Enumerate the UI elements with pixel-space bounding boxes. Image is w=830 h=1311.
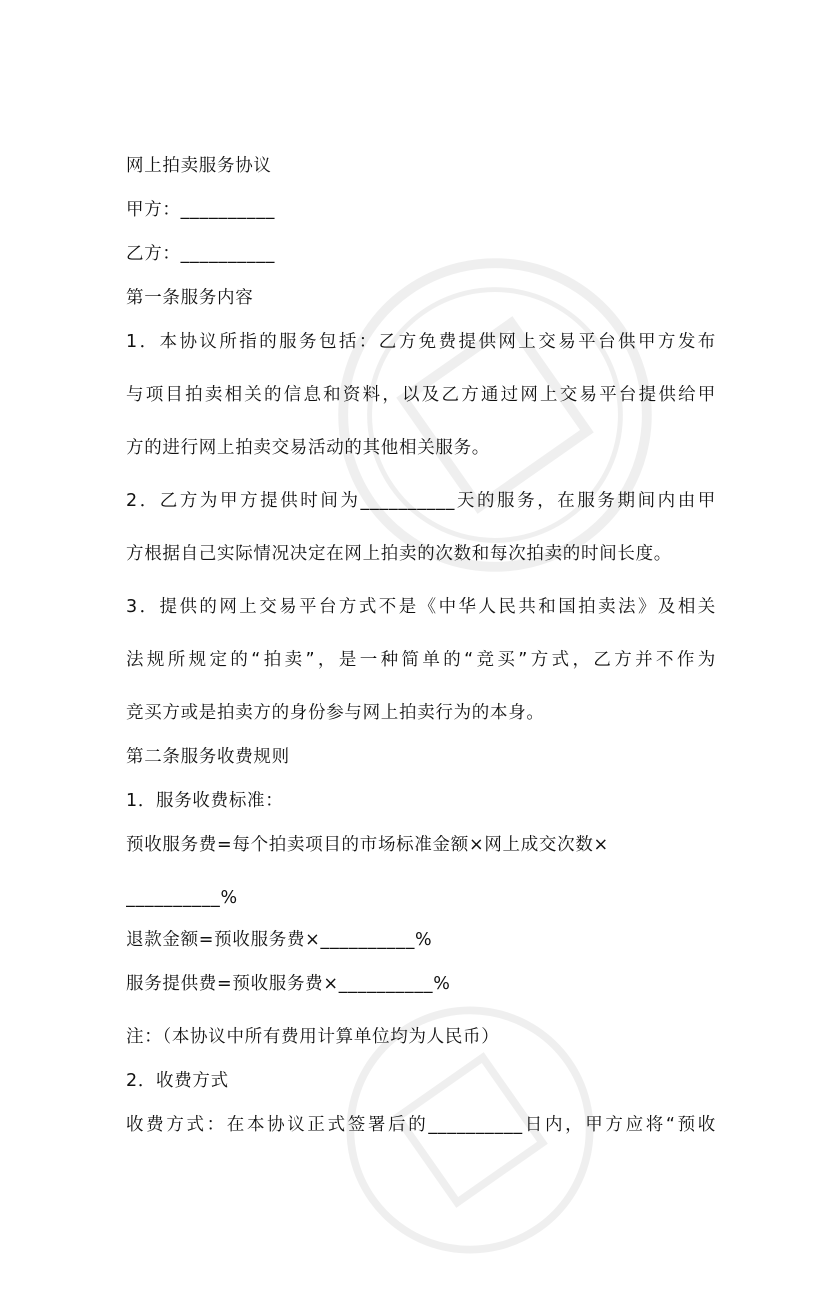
section1-item3-line: 法规所规定的“拍卖”，是一种简单的“竞买”方式，乙方并不作为 [126, 650, 716, 670]
document-body [126, 148, 716, 1151]
section1-item2-line: 方根据自己实际情况决定在网上拍卖的次数和每次拍卖的时间长度。 [126, 544, 672, 564]
party-a-line: 甲方：__________ [126, 200, 276, 220]
section1-heading: 第一条服务内容 [126, 288, 254, 308]
formula-prepaid-fee: 预收服务费=每个拍卖项目的市场标准金额×网上成交次数× [126, 835, 609, 855]
document-title: 网上拍卖服务协议 [126, 156, 272, 176]
section1-item1-line: 与项目拍卖相关的信息和资料，以及乙方通过网上交易平台提供给甲 [126, 385, 716, 405]
payment-method-line: 收费方式：在本协议正式签署后的__________日内，甲方应将“预收 [126, 1115, 716, 1135]
section1-item3-line: 竞买方或是拍卖方的身份参与网上拍卖行为的本身。 [126, 703, 545, 723]
formula-prepaid-fee-percent: __________% [126, 888, 238, 908]
party-b-line: 乙方：__________ [126, 244, 276, 264]
section1-item1-line: 方的进行网上拍卖交易活动的其他相关服务。 [126, 438, 490, 458]
section2-item1-heading: 1．服务收费标准： [126, 791, 284, 811]
formula-refund-amount: 退款金额=预收服务费×__________% [126, 930, 433, 950]
currency-note: 注：（本协议中所有费用计算单位均为人民币） [126, 1027, 500, 1047]
section1-item2-line: 2．乙方为甲方提供时间为__________天的服务，在服务期间内由甲 [126, 491, 716, 511]
section2-heading: 第二条服务收费规则 [126, 747, 290, 767]
section1-item1-line: 1．本协议所指的服务包括：乙方免费提供网上交易平台供甲方发布 [126, 332, 716, 352]
section2-item2-heading: 2．收费方式 [126, 1071, 229, 1091]
formula-service-fee: 服务提供费=预收服务费×__________% [126, 974, 451, 994]
section1-item3-line: 3．提供的网上交易平台方式不是《中华人民共和国拍卖法》及相关 [126, 597, 716, 617]
